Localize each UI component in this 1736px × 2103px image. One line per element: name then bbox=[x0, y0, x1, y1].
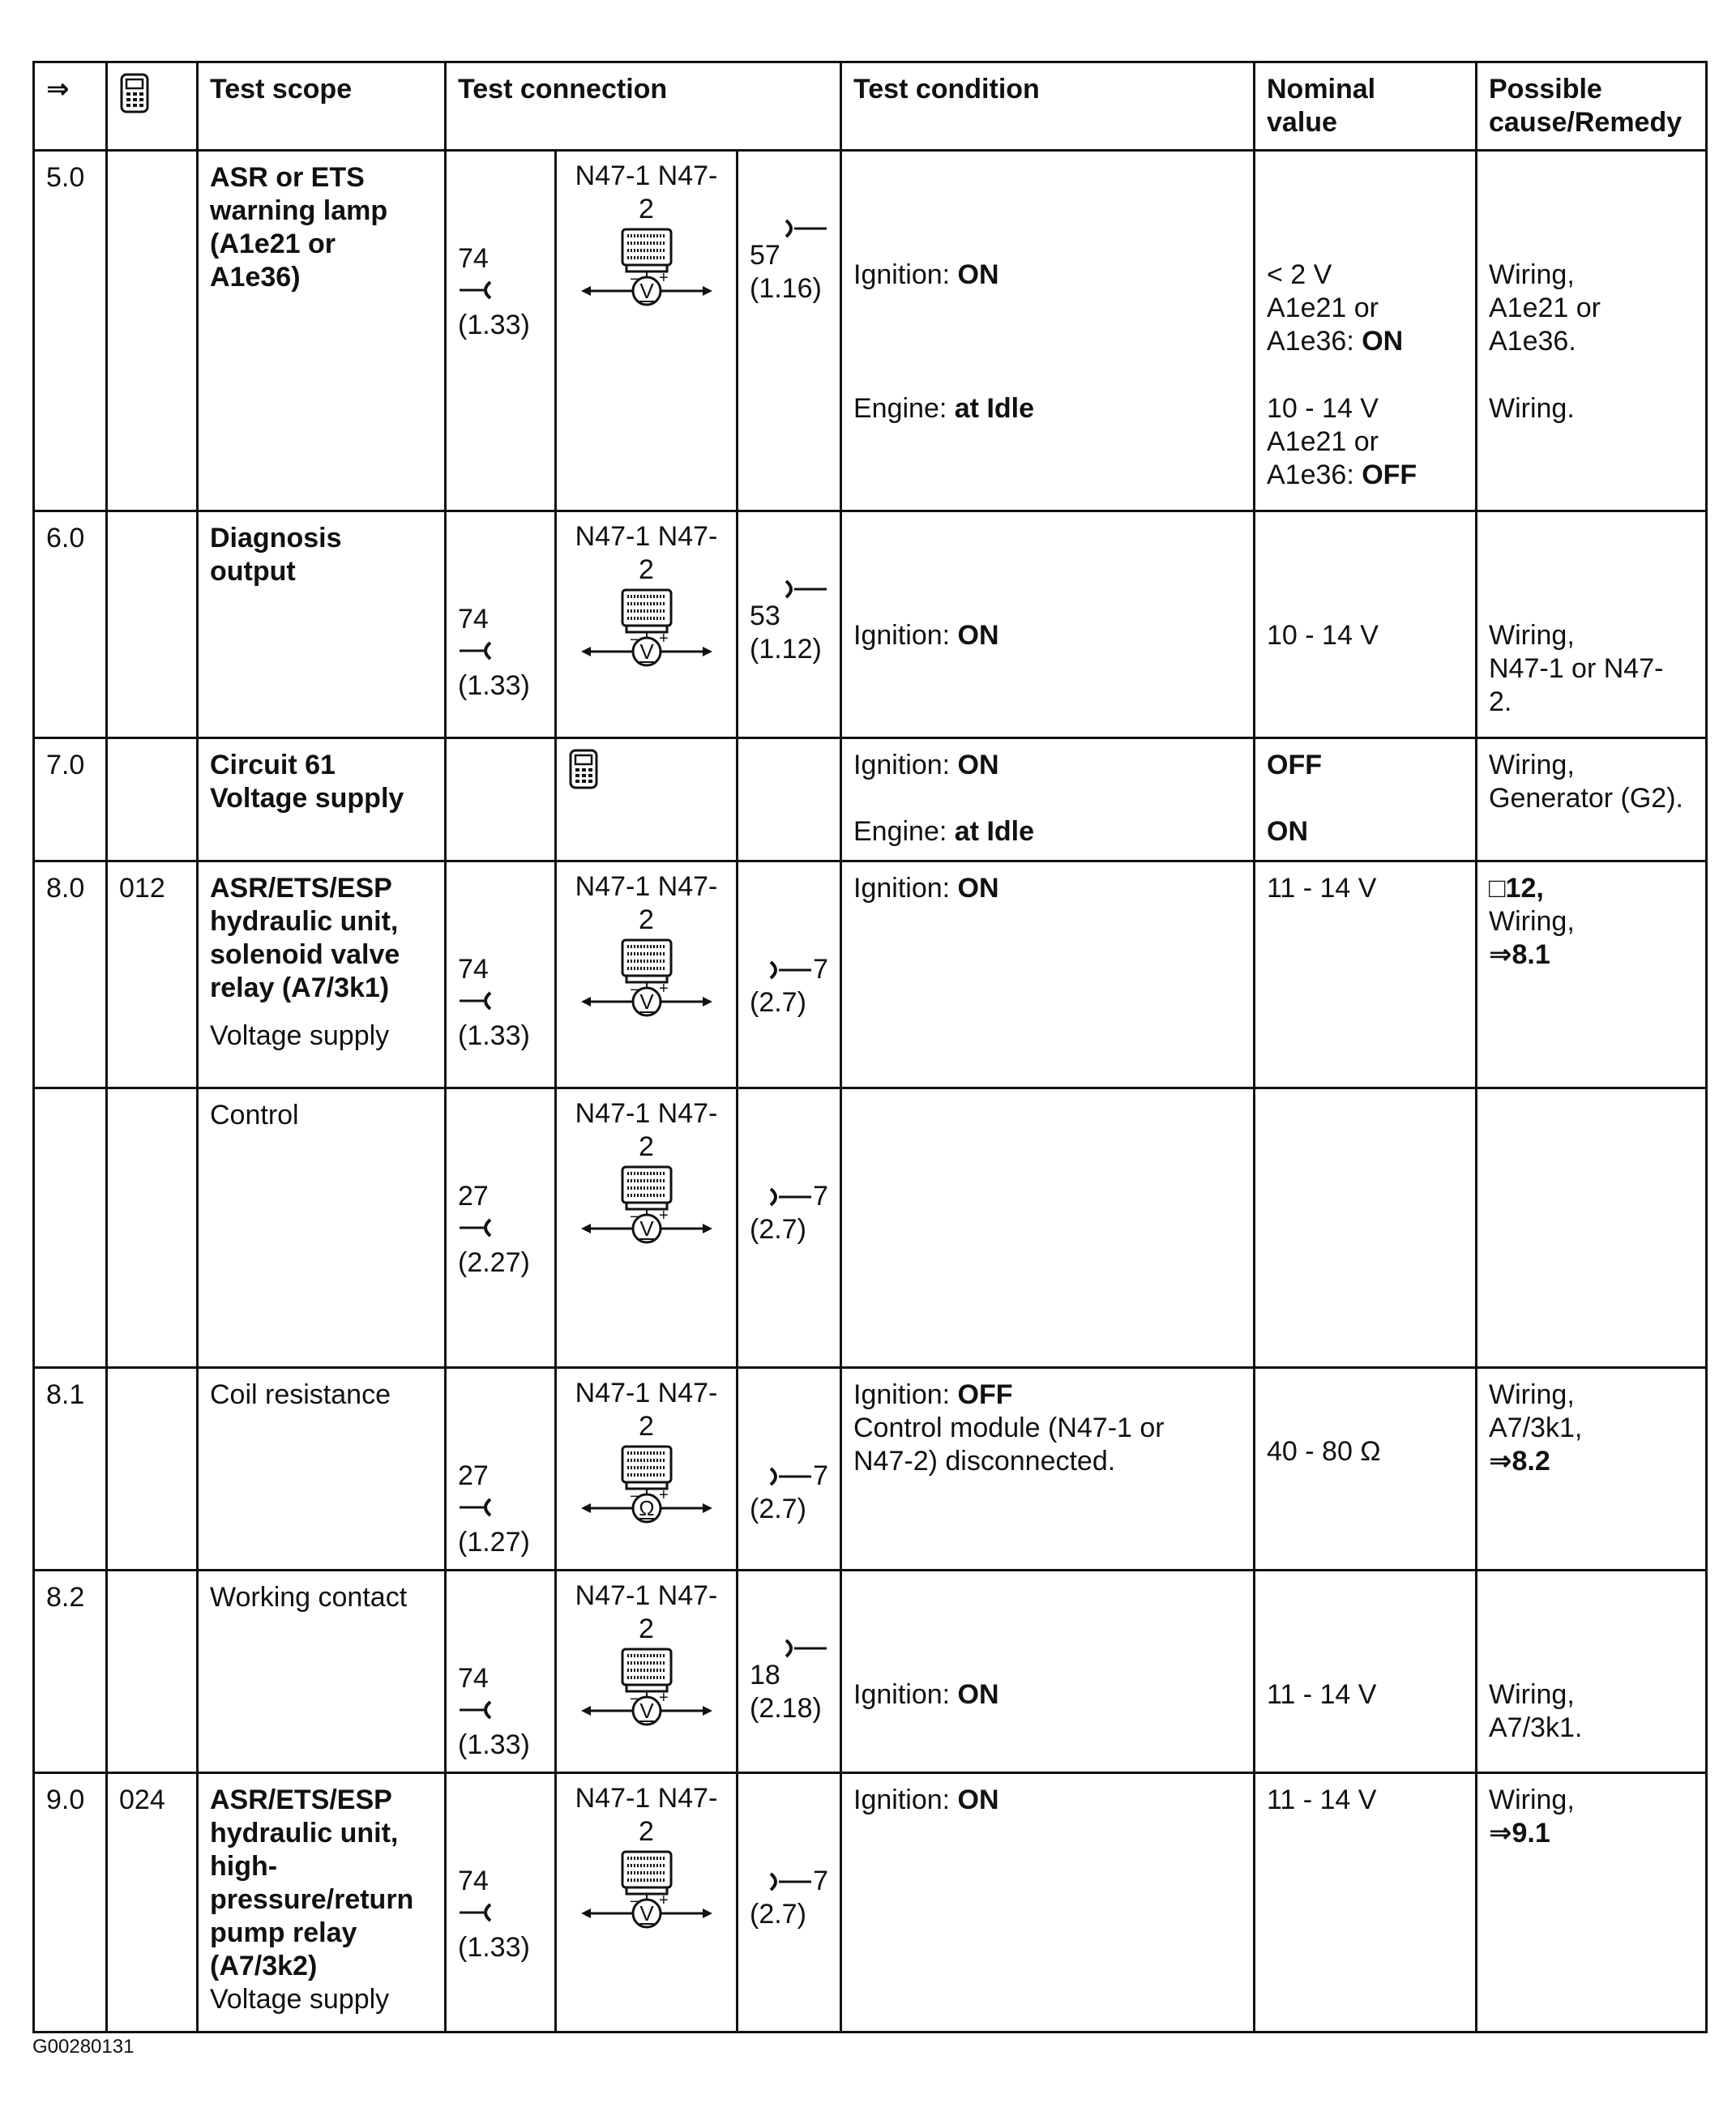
socket-pin-icon bbox=[458, 280, 495, 301]
pin-left-id: (1.33) bbox=[458, 310, 530, 340]
condition-value: ON bbox=[957, 873, 999, 904]
pin-right-number: 53 bbox=[750, 601, 780, 631]
tester-cell bbox=[556, 1368, 738, 1571]
nominal-value bbox=[1267, 1784, 1464, 1817]
condition-line bbox=[853, 1378, 1242, 1412]
remedy-item bbox=[1489, 392, 1694, 425]
test-scope-cell bbox=[198, 1773, 446, 2032]
test-table bbox=[32, 61, 1708, 2033]
table-body bbox=[34, 151, 1707, 2032]
condition-label: Ignition: bbox=[853, 259, 958, 290]
pin-left-id: (2.27) bbox=[458, 1247, 530, 1278]
nominal-value-cell bbox=[1255, 738, 1477, 861]
svg-text:+: + bbox=[658, 1689, 669, 1707]
pin-right-number: 57 bbox=[750, 240, 780, 271]
table-row bbox=[34, 1571, 1707, 1773]
nominal-text: 10 - 14 V bbox=[1267, 620, 1379, 651]
test-condition-cell bbox=[841, 1773, 1255, 2032]
header-nominal-value: Nominal value bbox=[1255, 62, 1477, 151]
test-scope-subtitle: Voltage supply bbox=[210, 1020, 390, 1051]
step-number: 6.0 bbox=[34, 511, 107, 738]
socket-pin-icon bbox=[458, 1497, 495, 1518]
remedy-item bbox=[1489, 1784, 1694, 1817]
condition-value: ON bbox=[957, 620, 999, 651]
pin-right-id: (2.7) bbox=[750, 1899, 806, 1930]
test-scope-cell bbox=[198, 511, 446, 738]
test-scope-cell bbox=[198, 151, 446, 511]
control-module-label: N47-1 N47- 2 bbox=[575, 1783, 718, 1847]
remedy-cell bbox=[1477, 738, 1707, 861]
svg-text:V: V bbox=[639, 1699, 654, 1723]
test-condition-cell bbox=[841, 1571, 1255, 1773]
fault-code bbox=[107, 151, 198, 511]
svg-text:−: − bbox=[629, 1893, 639, 1911]
multimeter-connector-icon bbox=[578, 1165, 716, 1250]
nominal-value-cell bbox=[1255, 1773, 1477, 2032]
condition-value: ON bbox=[957, 750, 999, 780]
condition-value: ON bbox=[957, 1679, 999, 1710]
pin-left-id: (1.33) bbox=[458, 1932, 530, 1963]
socket-pin-icon bbox=[458, 990, 495, 1011]
test-scope-subtitle: Coil resistance bbox=[210, 1379, 391, 1410]
condition-label: Ignition: bbox=[853, 1679, 958, 1710]
pin-right-number: 7 bbox=[813, 954, 828, 985]
multimeter-connector-icon bbox=[578, 1648, 716, 1733]
plug-pin-icon bbox=[768, 960, 813, 981]
pin-left-number: 74 bbox=[458, 1663, 489, 1694]
test-scope-cell bbox=[198, 1088, 446, 1368]
control-module-label: N47-1 N47- 2 bbox=[575, 160, 718, 224]
test-scope-title: Circuit 61 Voltage supply bbox=[210, 750, 404, 814]
nominal-text: 11 - 14 V bbox=[1267, 873, 1377, 904]
pin-right-id: (1.16) bbox=[750, 273, 822, 304]
pin-left-id: (1.33) bbox=[458, 1729, 530, 1760]
nominal-text: 11 - 14 V bbox=[1267, 1785, 1377, 1815]
remedy-item bbox=[1489, 1378, 1694, 1445]
remedy-item bbox=[1489, 749, 1694, 815]
nominal-state: ON bbox=[1362, 326, 1404, 357]
nominal-value-cell bbox=[1255, 1571, 1477, 1773]
test-scope-title: Diagnosis output bbox=[210, 523, 342, 587]
pin-right-id: (2.7) bbox=[750, 1214, 806, 1245]
header-tester-cell bbox=[107, 62, 198, 151]
test-scope-cell bbox=[198, 738, 446, 861]
plug-pin-icon bbox=[768, 1186, 813, 1208]
header-remedy: Possible cause/Remedy bbox=[1477, 62, 1707, 151]
control-module-label: N47-1 N47- 2 bbox=[575, 1580, 718, 1644]
test-condition-cell bbox=[841, 151, 1255, 511]
step-number: 9.0 bbox=[34, 1773, 107, 2032]
multimeter-connector-icon bbox=[578, 1850, 716, 1935]
remedy-text: Wiring, bbox=[1489, 1785, 1575, 1815]
step-number: 8.1 bbox=[34, 1368, 107, 1571]
svg-text:V: V bbox=[639, 279, 654, 303]
nominal-value bbox=[1267, 259, 1464, 358]
condition-line bbox=[853, 392, 1242, 425]
svg-text:−: − bbox=[629, 1691, 639, 1708]
svg-text:+: + bbox=[658, 1486, 669, 1504]
pin-left-cell bbox=[446, 151, 556, 511]
remedy-text: Wiring. bbox=[1489, 393, 1575, 424]
remedy-item bbox=[1489, 872, 1694, 905]
test-scope-cell bbox=[198, 861, 446, 1088]
svg-text:+: + bbox=[658, 630, 669, 648]
header-arrow: ⇒ bbox=[34, 62, 107, 151]
pin-left-number: 27 bbox=[458, 1460, 489, 1491]
condition-line bbox=[853, 1784, 1242, 1817]
tester-cell bbox=[556, 1773, 738, 2032]
test-condition-cell bbox=[841, 738, 1255, 861]
multimeter-connector-icon bbox=[578, 1445, 716, 1530]
pin-left-cell bbox=[446, 1088, 556, 1368]
remedy-cell bbox=[1477, 511, 1707, 738]
remedy-reference: □12, bbox=[1489, 873, 1544, 904]
pin-right-number: 7 bbox=[813, 1866, 828, 1896]
svg-text:Ω: Ω bbox=[638, 1496, 655, 1520]
remedy-reference: ⇒8.2 bbox=[1489, 1446, 1550, 1477]
remedy-text: Wiring, N47-1 or N47- 2. bbox=[1489, 620, 1664, 717]
condition-label: Ignition: bbox=[853, 750, 958, 780]
test-scope-title: ASR or ETS warning lamp (A1e21 or A1e36) bbox=[210, 162, 388, 293]
control-module-label: N47-1 N47- 2 bbox=[575, 1098, 718, 1162]
step-number: 8.0 bbox=[34, 861, 107, 1088]
pin-left-cell bbox=[446, 738, 556, 861]
nominal-value bbox=[1267, 872, 1464, 905]
header-row bbox=[34, 62, 1707, 151]
plug-pin-icon bbox=[768, 1871, 813, 1892]
pin-right-cell bbox=[738, 151, 841, 511]
step-number bbox=[34, 1088, 107, 1368]
nominal-value bbox=[1267, 392, 1464, 492]
remedy-text: Wiring, bbox=[1489, 906, 1575, 937]
condition-label: Ignition: bbox=[853, 1379, 958, 1410]
nominal-value-cell bbox=[1255, 1368, 1477, 1571]
test-scope-cell bbox=[198, 1571, 446, 1773]
fault-code: 024 bbox=[107, 1773, 198, 2032]
multimeter-connector-icon bbox=[578, 588, 716, 673]
pin-left-number: 74 bbox=[458, 243, 489, 274]
step-number: 7.0 bbox=[34, 738, 107, 861]
condition-label: Engine: bbox=[853, 393, 955, 424]
remedy-item bbox=[1489, 1678, 1694, 1745]
condition-value: OFF bbox=[957, 1379, 1013, 1410]
nominal-state: OFF bbox=[1267, 750, 1322, 780]
pin-left-id: (1.33) bbox=[458, 1020, 530, 1051]
condition-line bbox=[853, 1412, 1242, 1478]
svg-text:+: + bbox=[658, 980, 669, 998]
socket-pin-icon bbox=[458, 1902, 495, 1923]
table-row bbox=[34, 861, 1707, 1088]
remedy-text: Wiring, A1e21 or A1e36. bbox=[1489, 259, 1601, 357]
control-module-label: N47-1 N47- 2 bbox=[575, 871, 718, 935]
nominal-value-cell bbox=[1255, 511, 1477, 738]
pin-right-cell bbox=[738, 1571, 841, 1773]
header-test-connection: Test connection bbox=[446, 62, 841, 151]
nominal-value-cell bbox=[1255, 861, 1477, 1088]
remedy-item bbox=[1489, 938, 1694, 972]
test-condition-cell bbox=[841, 1088, 1255, 1368]
test-scope-subtitle: Voltage supply bbox=[210, 1984, 390, 2015]
tester-cell bbox=[556, 738, 738, 861]
nominal-text: < 2 V A1e21 or A1e36: bbox=[1267, 259, 1379, 357]
remedy-text: Wiring, A7/3k1. bbox=[1489, 1679, 1583, 1743]
tester-cell bbox=[556, 1088, 738, 1368]
remedy-item bbox=[1489, 1445, 1694, 1478]
multimeter-connector-icon bbox=[578, 228, 716, 313]
pin-right-cell bbox=[738, 1088, 841, 1368]
condition-label: Ignition: bbox=[853, 1785, 958, 1815]
remedy-cell bbox=[1477, 151, 1707, 511]
socket-pin-icon bbox=[458, 1699, 495, 1720]
pin-right-number: 7 bbox=[813, 1181, 828, 1212]
tester-cell bbox=[556, 511, 738, 738]
header-test-scope: Test scope bbox=[198, 62, 446, 151]
nominal-value-cell bbox=[1255, 151, 1477, 511]
condition-line bbox=[853, 815, 1242, 848]
test-scope-title: ASR/ETS/ESP hydraulic unit, high- pressure/return pump relay (A7/3k2) bbox=[210, 1785, 414, 1981]
svg-text:−: − bbox=[629, 1208, 639, 1226]
svg-text:+: + bbox=[658, 269, 669, 287]
pin-left-number: 74 bbox=[458, 604, 489, 635]
remedy-cell bbox=[1477, 861, 1707, 1088]
remedy-cell bbox=[1477, 1088, 1707, 1368]
remedy-cell bbox=[1477, 1368, 1707, 1571]
fault-code bbox=[107, 1368, 198, 1571]
svg-text:−: − bbox=[629, 981, 639, 999]
test-condition-cell bbox=[841, 861, 1255, 1088]
pin-left-cell bbox=[446, 511, 556, 738]
svg-text:+: + bbox=[658, 1891, 669, 1909]
condition-line bbox=[853, 872, 1242, 905]
table-row bbox=[34, 1088, 1707, 1368]
svg-text:V: V bbox=[639, 639, 654, 664]
nominal-value bbox=[1267, 749, 1464, 782]
hand-held-tester-icon bbox=[119, 73, 150, 113]
pin-left-cell bbox=[446, 1773, 556, 2032]
multimeter-connector-icon bbox=[578, 938, 716, 1024]
condition-line bbox=[853, 619, 1242, 652]
remedy-text: Wiring, A7/3k1, bbox=[1489, 1379, 1583, 1443]
pin-right-cell bbox=[738, 511, 841, 738]
condition-label: Ignition: bbox=[853, 620, 958, 651]
table-row bbox=[34, 1773, 1707, 2032]
svg-text:−: − bbox=[629, 1488, 639, 1506]
fault-code bbox=[107, 1571, 198, 1773]
control-module-label: N47-1 N47- 2 bbox=[575, 521, 718, 585]
svg-text:V: V bbox=[639, 1216, 654, 1241]
plug-pin-icon bbox=[768, 1466, 813, 1487]
condition-value: ON bbox=[957, 259, 999, 290]
plug-pin-icon bbox=[783, 579, 828, 600]
condition-label: Control module (N47-1 or N47-2) disconnected. bbox=[853, 1413, 1165, 1477]
nominal-value bbox=[1267, 815, 1464, 848]
header-test-condition: Test condition bbox=[841, 62, 1255, 151]
pin-right-id: (2.18) bbox=[750, 1693, 822, 1724]
fault-code bbox=[107, 511, 198, 738]
fault-code bbox=[107, 1088, 198, 1368]
pin-left-id: (1.27) bbox=[458, 1527, 530, 1558]
pin-right-id: (2.7) bbox=[750, 1494, 806, 1524]
remedy-item bbox=[1489, 905, 1694, 938]
svg-text:V: V bbox=[639, 1901, 654, 1926]
hand-held-tester-icon bbox=[568, 749, 599, 789]
step-number: 5.0 bbox=[34, 151, 107, 511]
plug-pin-icon bbox=[783, 218, 828, 239]
test-scope-subtitle: Working contact bbox=[210, 1582, 408, 1613]
pin-left-id: (1.33) bbox=[458, 670, 530, 701]
pin-left-number: 74 bbox=[458, 954, 489, 985]
condition-value: at Idle bbox=[954, 393, 1035, 424]
socket-pin-icon bbox=[458, 1217, 495, 1238]
table-row bbox=[34, 151, 1707, 511]
pin-left-cell bbox=[446, 1571, 556, 1773]
condition-value: ON bbox=[957, 1785, 999, 1815]
condition-line bbox=[853, 259, 1242, 292]
nominal-value bbox=[1267, 1435, 1464, 1468]
nominal-text: 11 - 14 V bbox=[1267, 1679, 1377, 1710]
test-scope-cell bbox=[198, 1368, 446, 1571]
svg-text:V: V bbox=[639, 990, 654, 1014]
pin-left-number: 74 bbox=[458, 1866, 489, 1896]
svg-text:−: − bbox=[629, 271, 639, 289]
test-scope-title: ASR/ETS/ESP hydraulic unit, solenoid valve relay (A7/3k1) bbox=[210, 873, 400, 1003]
pin-right-id: (2.7) bbox=[750, 987, 806, 1018]
pin-right-cell bbox=[738, 1773, 841, 2032]
control-module-label: N47-1 N47- 2 bbox=[575, 1378, 718, 1442]
condition-line bbox=[853, 749, 1242, 782]
figure-code: G00280131 bbox=[32, 2036, 135, 2058]
plug-pin-icon bbox=[783, 1638, 828, 1659]
remedy-reference: ⇒9.1 bbox=[1489, 1818, 1550, 1849]
test-scope-subtitle: Control bbox=[210, 1100, 299, 1131]
condition-label: Engine: bbox=[853, 816, 955, 847]
fault-code: 012 bbox=[107, 861, 198, 1088]
pin-right-cell bbox=[738, 1368, 841, 1571]
step-number: 8.2 bbox=[34, 1571, 107, 1773]
nominal-state: ON bbox=[1267, 816, 1308, 847]
tester-cell bbox=[556, 151, 738, 511]
nominal-value-cell bbox=[1255, 1088, 1477, 1368]
pin-right-id: (1.12) bbox=[750, 634, 822, 665]
nominal-text: 10 - 14 V A1e21 or A1e36: bbox=[1267, 393, 1379, 490]
remedy-reference: ⇒8.1 bbox=[1489, 939, 1550, 970]
condition-line bbox=[853, 1678, 1242, 1712]
nominal-value bbox=[1267, 619, 1464, 652]
pin-right-number: 7 bbox=[813, 1460, 828, 1491]
table-row bbox=[34, 511, 1707, 738]
test-condition-cell bbox=[841, 1368, 1255, 1571]
condition-label: Ignition: bbox=[853, 873, 958, 904]
pin-right-cell bbox=[738, 738, 841, 861]
svg-text:−: − bbox=[629, 631, 639, 649]
nominal-state: OFF bbox=[1362, 459, 1417, 490]
pin-left-cell bbox=[446, 861, 556, 1088]
fault-code bbox=[107, 738, 198, 861]
pin-right-number: 18 bbox=[750, 1660, 780, 1691]
test-condition-cell bbox=[841, 511, 1255, 738]
remedy-item bbox=[1489, 1817, 1694, 1850]
remedy-cell bbox=[1477, 1773, 1707, 2032]
table-row bbox=[34, 1368, 1707, 1571]
svg-text:+: + bbox=[658, 1207, 669, 1225]
table-row bbox=[34, 738, 1707, 861]
condition-value: at Idle bbox=[954, 816, 1035, 847]
socket-pin-icon bbox=[458, 640, 495, 661]
remedy-item bbox=[1489, 259, 1694, 358]
pin-left-cell bbox=[446, 1368, 556, 1571]
tester-cell bbox=[556, 1571, 738, 1773]
pin-right-cell bbox=[738, 861, 841, 1088]
tester-cell bbox=[556, 861, 738, 1088]
remedy-text: Wiring, Generator (G2). bbox=[1489, 750, 1683, 814]
nominal-text: 40 - 80 Ω bbox=[1267, 1436, 1381, 1467]
pin-left-number: 27 bbox=[458, 1181, 489, 1212]
remedy-item bbox=[1489, 619, 1694, 719]
nominal-value bbox=[1267, 1678, 1464, 1712]
remedy-cell bbox=[1477, 1571, 1707, 1773]
